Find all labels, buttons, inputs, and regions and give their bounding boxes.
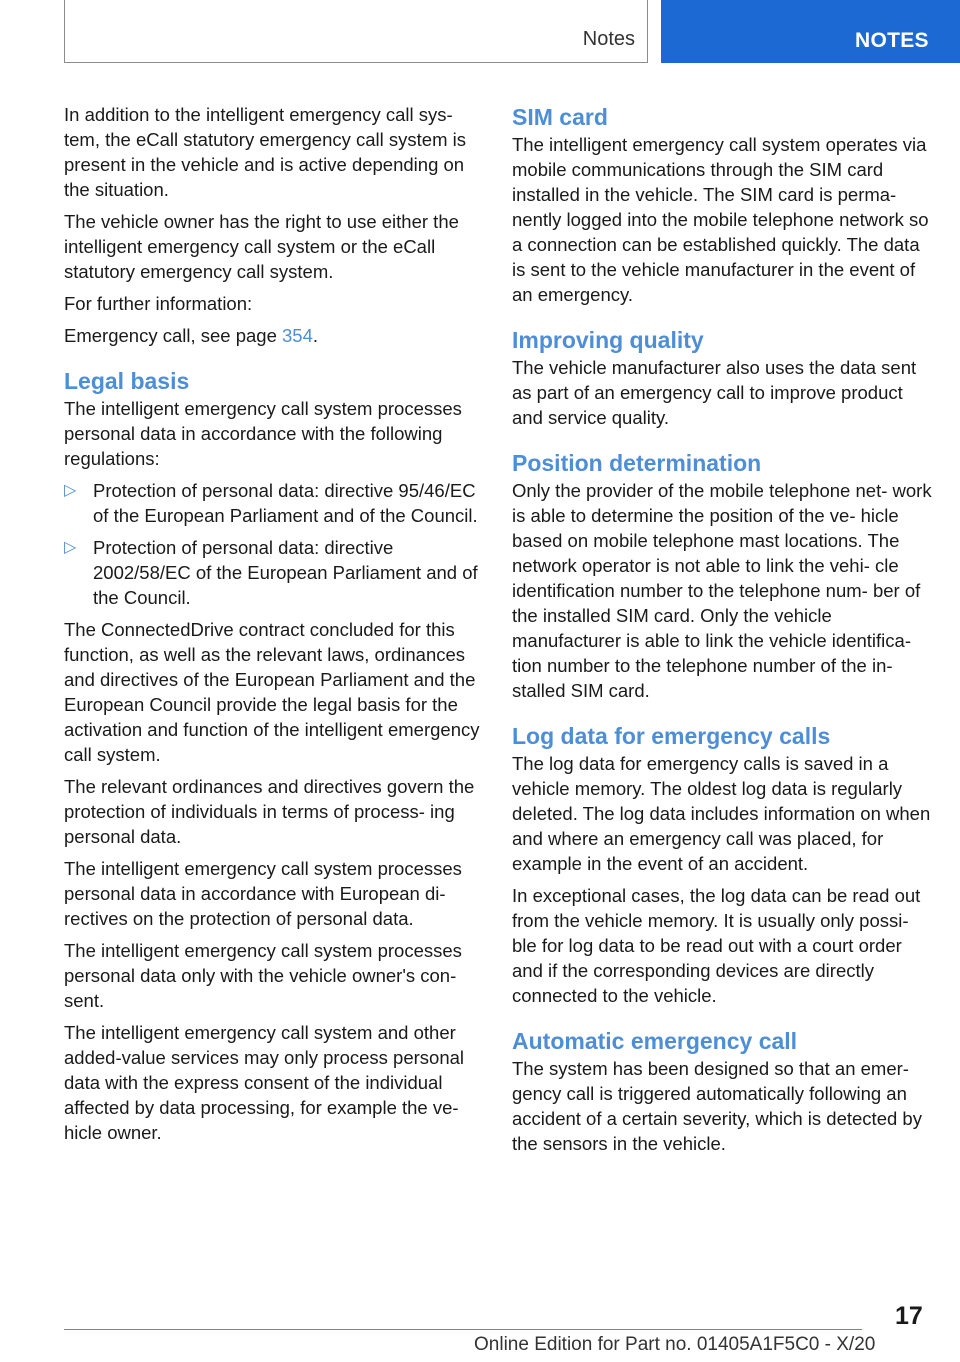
list-item-text: Protection of personal data: directive 95/46/EC of the European Parliament and of the Council. [93, 480, 478, 526]
footer-edition: Online Edition for Part no. 01405A1F5C0 - X/20 [474, 1334, 876, 1355]
paragraph: In addition to the intelligent emergency call sys‐ tem, the eCall statutory emergency call system is present in the vehicle and is active depending on the situation. [64, 104, 467, 200]
paragraph: For further information: [64, 293, 253, 314]
header-chapter-tab[interactable]: NOTES [661, 0, 960, 63]
right-column [512, 102, 932, 1163]
heading-improving-quality: Improving quality [512, 327, 704, 353]
paragraph: The vehicle owner has the right to use either the intelligent emergency call system or the eCall statutory emergency call system. [64, 211, 459, 282]
list-item-text: Protection of personal data: directive 2002/58/EC of the European Parliament and of the Council. [93, 537, 478, 608]
cross-reference-end: . [312, 325, 319, 346]
paragraph: The intelligent emergency call system and other added-value services may only process personal data with the express consent of the individual affected by data processing, for example the ve‐ hicle owner. [64, 1022, 465, 1143]
paragraph: The intelligent emergency call system processes personal data in accordance with the following regulations: [64, 398, 462, 469]
paragraph: The ConnectedDrive contract concluded for this function, as well as the relevant laws, ordinances and directives of the European Parliament and the European Council provide the legal basis for the activation and function of the intelligent emergency call system. [64, 619, 480, 765]
cross-reference-text: Emergency call, see page [64, 325, 283, 346]
triangle-bullet-icon: ▷ [64, 482, 77, 499]
paragraph: In exceptional cases, the log data can be read out from the vehicle memory. It is usually only possi‐ ble for log data to be read out with a court order and if the corresponding devices are directly connected to the vehicle. [512, 885, 921, 1006]
paragraph: Only the provider of the mobile telephone net‐ work is able to determine the position of the ve‐ hicle based on mobile telephone mast locations. The network operator is not able to link the vehi‐ cle identification number to the telephone num‐ ber of the installed SIM card. Only the vehicle manufacturer is able to link the vehicle identifica‐ tion number to the telephone number of the in‐ stalled SIM card. [512, 480, 932, 701]
triangle-bullet-icon: ▷ [64, 539, 77, 556]
paragraph: The relevant ordinances and directives govern the protection of individuals in terms of process‐ ing personal data. [64, 776, 475, 847]
page-number: 17 [895, 1302, 923, 1330]
list-item [64, 478, 480, 528]
footer-divider [64, 1329, 862, 1330]
heading-log-data: Log data for emergency calls [512, 723, 831, 749]
heading-automatic-emergency-call: Automatic emergency call [512, 1028, 798, 1054]
regulation-list [64, 478, 480, 610]
paragraph: The system has been designed so that an emer‐ gency call is triggered automatically following an accident of a certain severity, which is detected by the sensors in the vehicle. [512, 1058, 922, 1154]
heading-legal-basis: Legal basis [64, 368, 190, 394]
paragraph: The intelligent emergency call system processes personal data in accordance with European di‐ rectives on the protection of personal data. [64, 858, 462, 929]
heading-position-determination: Position determination [512, 450, 762, 476]
paragraph: The intelligent emergency call system processes personal data only with the vehicle owner's con‐ sent. [64, 940, 462, 1011]
header-section-box [64, 0, 648, 63]
paragraph: The log data for emergency calls is saved in a vehicle memory. The oldest log data is regularly deleted. The log data includes information on when and where an emergency call was placed, for example in the event of an accident. [512, 753, 931, 874]
paragraph: The vehicle manufacturer also uses the data sent as part of an emergency call to improve product and service quality. [512, 357, 917, 428]
left-column [64, 102, 480, 1152]
page-link[interactable]: 354 [282, 325, 313, 346]
header-section-title: Notes [582, 28, 635, 50]
paragraph: The intelligent emergency call system operates via mobile communications through the SIM card installed in the vehicle. The SIM card is perma‐ nently logged into the mobile telephone network so a connection can be established quickly. The data is sent to the vehicle manufacturer in the event of an emergency. [512, 134, 929, 305]
list-item [64, 535, 480, 610]
paragraph-cross-reference [64, 323, 480, 348]
heading-sim-card: SIM card [512, 104, 608, 130]
